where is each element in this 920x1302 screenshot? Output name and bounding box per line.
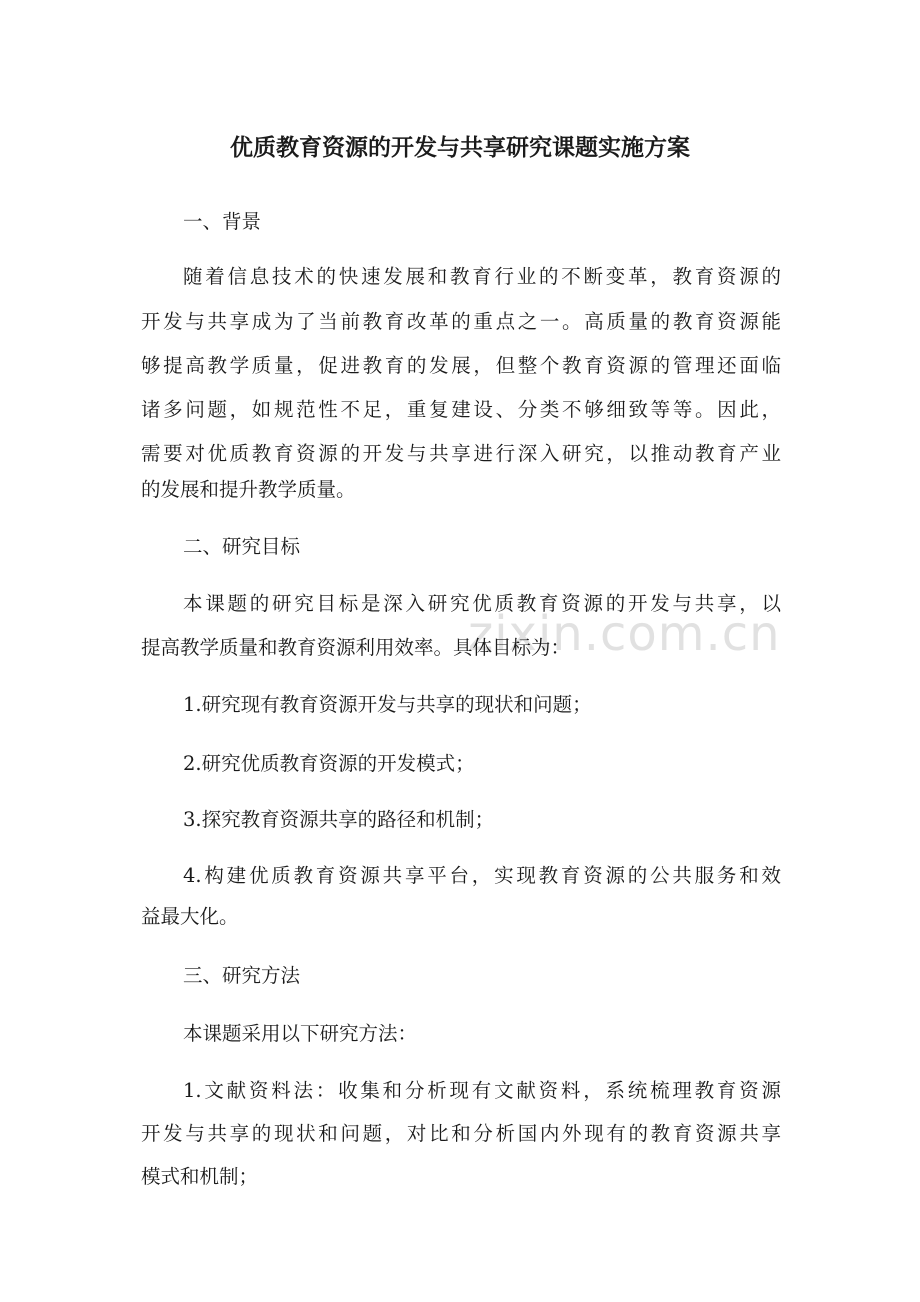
- document-title: 优质教育资源的开发与共享研究课题实施方案: [230, 135, 690, 161]
- section-heading-methods: 三、研究方法: [183, 964, 301, 987]
- paragraph-line: 提高教学质量和教育资源利用效率。具体目标为：: [141, 636, 571, 659]
- paragraph-line: 需要对优质教育资源的开发与共享进行深入研究，以推动教育产业: [141, 442, 781, 465]
- paragraph-line: 本课题的研究目标是深入研究优质教育资源的开发与共享，以: [183, 592, 781, 615]
- paragraph-line: 的发展和提升教学质量。: [141, 478, 356, 501]
- paragraph-line: 随着信息技术的快速发展和教育行业的不断变革，教育资源的: [183, 265, 781, 288]
- goal-item-1: 1.研究现有教育资源开发与共享的现状和问题；: [183, 693, 592, 716]
- method-item-1-cont: 模式和机制；: [141, 1165, 259, 1188]
- method-item-1-cont: 开发与共享的现状和问题，对比和分析国内外现有的教育资源共享: [141, 1122, 781, 1145]
- goal-item-3: 3.探究教育资源共享的路径和机制；: [183, 808, 495, 831]
- paragraph-line: 诸多问题，如规范性不足，重复建设、分类不够细致等等。因此，: [141, 398, 781, 421]
- section-heading-goals: 二、研究目标: [183, 535, 301, 558]
- goal-item-4-cont: 益最大化。: [141, 905, 239, 928]
- paragraph-line: 够提高教学质量，促进教育的发展，但整个教育资源的管理还面临: [141, 354, 781, 377]
- method-item-1: 1.文献资料法：收集和分析现有文献资料，系统梳理教育资源: [183, 1079, 781, 1102]
- goal-item-2: 2.研究优质教育资源的开发模式；: [183, 752, 475, 775]
- watermark: zixin.com.cn: [468, 606, 781, 662]
- paragraph-line: 本课题采用以下研究方法：: [183, 1022, 418, 1045]
- goal-item-4: 4.构建优质教育资源共享平台，实现教育资源的公共服务和效: [183, 864, 781, 887]
- section-heading-background: 一、背景: [183, 210, 262, 233]
- paragraph-line: 开发与共享成为了当前教育改革的重点之一。高质量的教育资源能: [141, 310, 781, 333]
